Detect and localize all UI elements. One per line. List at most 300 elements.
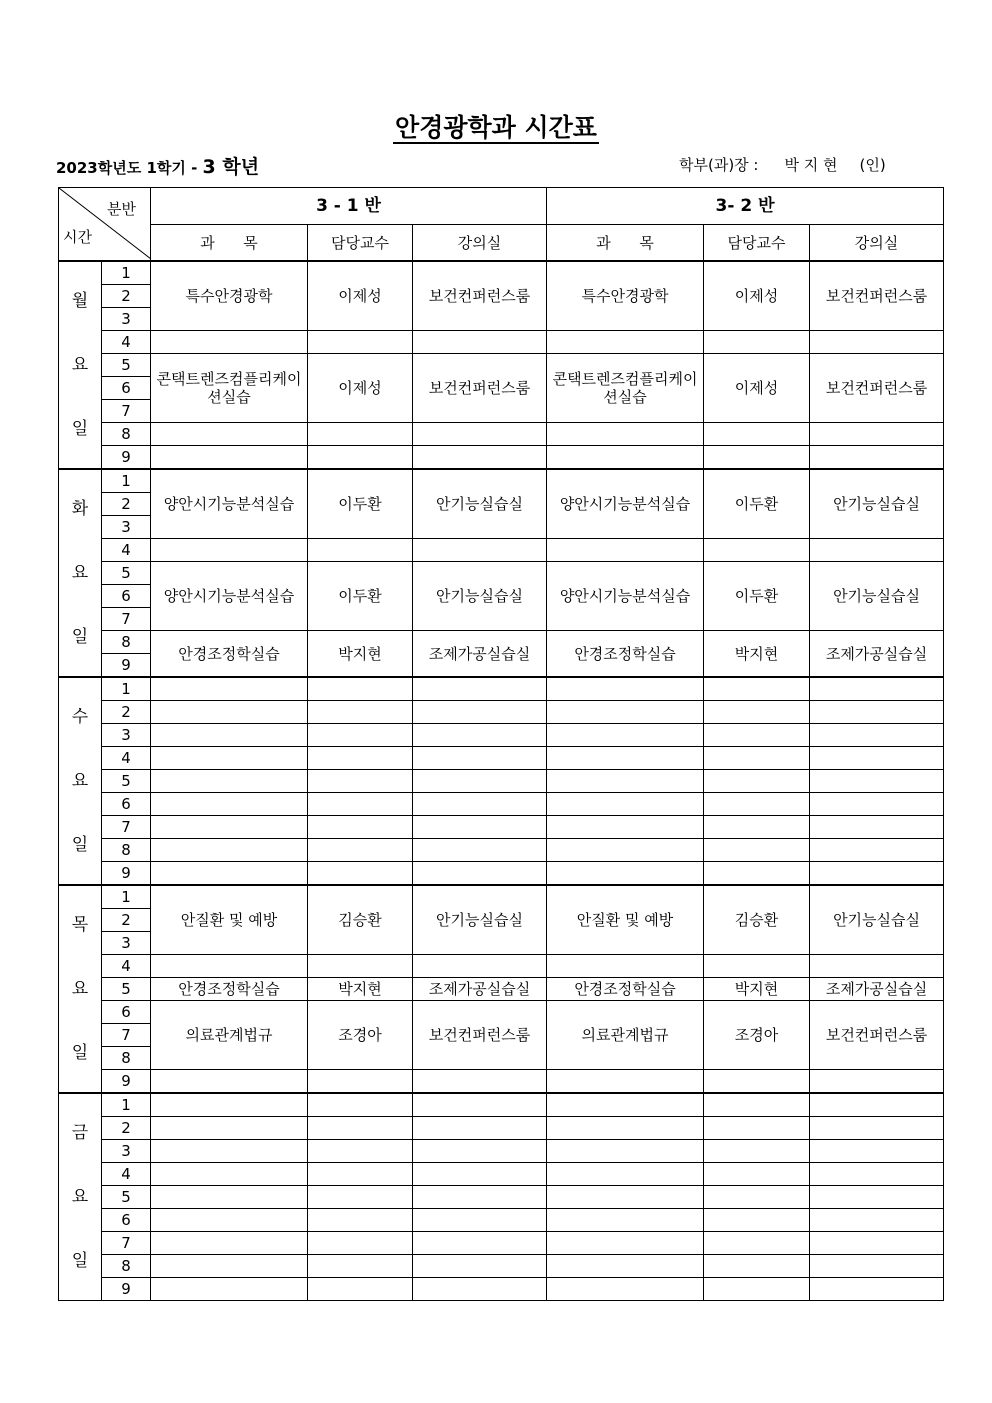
empty-cell	[413, 1070, 547, 1094]
empty-cell	[308, 446, 413, 470]
period-number: 8	[102, 1047, 151, 1070]
empty-cell	[151, 677, 308, 701]
empty-cell	[151, 816, 308, 839]
empty-cell	[810, 862, 944, 886]
period-row	[59, 955, 944, 978]
empty-cell	[413, 539, 547, 562]
empty-cell	[810, 816, 944, 839]
empty-cell	[810, 1163, 944, 1186]
title-text: 안경광학과 시간표	[395, 113, 597, 142]
empty-cell	[704, 747, 810, 770]
period-number: 7	[102, 1024, 151, 1047]
professor-cell: 이두환	[308, 562, 413, 631]
empty-cell	[704, 677, 810, 701]
period-number: 1	[102, 261, 151, 285]
period-row	[59, 816, 944, 839]
corner-class-label: 분반	[107, 200, 136, 218]
empty-cell	[704, 539, 810, 562]
period-number: 1	[102, 885, 151, 909]
period-row	[59, 770, 944, 793]
period-number: 8	[102, 631, 151, 654]
empty-cell	[704, 1232, 810, 1255]
empty-cell	[151, 839, 308, 862]
period-row	[59, 446, 944, 470]
empty-cell	[151, 1117, 308, 1140]
empty-cell	[413, 1163, 547, 1186]
seal-mark: (인)	[859, 156, 886, 174]
day-char: 화	[71, 499, 89, 519]
head-role: 학부(과)장 :	[679, 156, 759, 174]
period-row	[59, 1001, 944, 1024]
subject-cell: 콘택트렌즈컴플리케이션실습	[151, 354, 308, 423]
empty-cell	[547, 724, 704, 747]
period-number: 9	[102, 1070, 151, 1094]
room-cell: 보건컨퍼런스룸	[810, 354, 944, 423]
empty-cell	[308, 677, 413, 701]
empty-cell	[308, 747, 413, 770]
subject-cell: 안경조정학실습	[547, 631, 704, 678]
period-number: 8	[102, 423, 151, 446]
empty-cell	[547, 816, 704, 839]
empty-cell	[151, 331, 308, 354]
empty-cell	[704, 1255, 810, 1278]
empty-cell	[704, 1209, 810, 1232]
empty-cell	[547, 1093, 704, 1117]
empty-cell	[151, 446, 308, 470]
period-number: 7	[102, 400, 151, 423]
empty-cell	[547, 539, 704, 562]
empty-cell	[810, 747, 944, 770]
professor-cell: 조경아	[308, 1001, 413, 1070]
empty-cell	[810, 1070, 944, 1094]
period-row	[59, 1278, 944, 1301]
empty-cell	[810, 724, 944, 747]
room-cell: 안기능실습실	[413, 469, 547, 539]
empty-cell	[547, 862, 704, 886]
period-number: 7	[102, 816, 151, 839]
professor-cell: 이두환	[704, 469, 810, 539]
day-char: 월	[71, 291, 89, 311]
period-number: 6	[102, 1001, 151, 1024]
period-row	[59, 469, 944, 493]
subject-cell: 안질환 및 예방	[547, 885, 704, 955]
empty-cell	[547, 1140, 704, 1163]
period-number: 2	[102, 909, 151, 932]
period-row	[59, 562, 944, 585]
room-cell: 조제가공실습실	[413, 978, 547, 1001]
empty-cell	[547, 446, 704, 470]
subject-cell: 양안시기능분석실습	[151, 562, 308, 631]
empty-cell	[547, 1186, 704, 1209]
day-label	[59, 469, 102, 677]
empty-cell	[413, 747, 547, 770]
period-row	[59, 1209, 944, 1232]
period-number: 2	[102, 701, 151, 724]
empty-cell	[413, 770, 547, 793]
empty-cell	[810, 1209, 944, 1232]
header-corner	[59, 188, 151, 262]
page-title	[0, 108, 992, 144]
empty-cell	[413, 862, 547, 886]
empty-cell	[704, 1070, 810, 1094]
empty-cell	[413, 1117, 547, 1140]
empty-cell	[547, 1278, 704, 1301]
empty-cell	[547, 423, 704, 446]
empty-cell	[704, 816, 810, 839]
period-row	[59, 1070, 944, 1094]
empty-cell	[151, 1093, 308, 1117]
empty-cell	[413, 955, 547, 978]
year-term: 2023학년도 1학기 -	[56, 159, 203, 177]
period-number: 3	[102, 1140, 151, 1163]
day-label	[59, 1093, 102, 1301]
timetable	[58, 187, 944, 1301]
period-number: 5	[102, 354, 151, 377]
period-number: 3	[102, 932, 151, 955]
empty-cell	[547, 1209, 704, 1232]
day-char: 일	[71, 1251, 89, 1271]
professor-cell: 이두환	[308, 469, 413, 539]
subject-cell: 양안시기능분석실습	[151, 469, 308, 539]
empty-cell	[413, 701, 547, 724]
period-number: 5	[102, 978, 151, 1001]
empty-cell	[413, 446, 547, 470]
period-row	[59, 747, 944, 770]
empty-cell	[810, 331, 944, 354]
room-cell: 조제가공실습실	[810, 978, 944, 1001]
professor-cell: 이두환	[704, 562, 810, 631]
period-row	[59, 354, 944, 377]
day-char: 요	[71, 771, 89, 791]
head-info	[679, 154, 886, 175]
period-number: 3	[102, 724, 151, 747]
period-number: 2	[102, 493, 151, 516]
term-info	[56, 152, 259, 179]
empty-cell	[308, 1070, 413, 1094]
col-room: 강의실	[810, 225, 944, 262]
professor-cell: 김승환	[704, 885, 810, 955]
empty-cell	[547, 701, 704, 724]
professor-cell: 조경아	[704, 1001, 810, 1070]
period-number: 5	[102, 562, 151, 585]
day-char: 일	[71, 1043, 89, 1063]
col-professor: 담당교수	[308, 225, 413, 262]
empty-cell	[704, 724, 810, 747]
empty-cell	[810, 1232, 944, 1255]
period-number: 2	[102, 285, 151, 308]
empty-cell	[704, 331, 810, 354]
subject-cell: 양안시기능분석실습	[547, 469, 704, 539]
day-char: 목	[71, 915, 89, 935]
empty-cell	[413, 816, 547, 839]
period-number: 1	[102, 1093, 151, 1117]
empty-cell	[413, 1140, 547, 1163]
professor-cell: 박지현	[704, 978, 810, 1001]
empty-cell	[810, 677, 944, 701]
empty-cell	[547, 1163, 704, 1186]
empty-cell	[413, 1093, 547, 1117]
period-row	[59, 331, 944, 354]
empty-cell	[547, 1117, 704, 1140]
empty-cell	[308, 701, 413, 724]
grade-label: 3 학년	[202, 156, 260, 178]
period-row	[59, 423, 944, 446]
room-cell: 보건컨퍼런스룸	[810, 261, 944, 331]
room-cell: 보건컨퍼런스룸	[810, 1001, 944, 1070]
empty-cell	[308, 1163, 413, 1186]
empty-cell	[308, 724, 413, 747]
empty-cell	[704, 1278, 810, 1301]
day-char: 요	[71, 979, 89, 999]
corner-time-label: 시간	[63, 228, 92, 246]
col-subject: 과 목	[151, 225, 308, 262]
empty-cell	[547, 1070, 704, 1094]
day-char: 금	[71, 1123, 89, 1143]
subject-cell: 특수안경광학	[547, 261, 704, 331]
empty-cell	[810, 793, 944, 816]
empty-cell	[413, 793, 547, 816]
empty-cell	[547, 747, 704, 770]
empty-cell	[413, 724, 547, 747]
period-number: 8	[102, 839, 151, 862]
room-cell: 조제가공실습실	[810, 631, 944, 678]
empty-cell	[704, 1117, 810, 1140]
empty-cell	[308, 1255, 413, 1278]
corner-diagonal	[59, 188, 151, 259]
empty-cell	[308, 793, 413, 816]
subject-cell: 의료관계법규	[151, 1001, 308, 1070]
col-room: 강의실	[413, 225, 547, 262]
empty-cell	[308, 1232, 413, 1255]
professor-cell: 이제성	[308, 354, 413, 423]
period-number: 5	[102, 770, 151, 793]
room-cell: 보건컨퍼런스룸	[413, 1001, 547, 1070]
empty-cell	[308, 1186, 413, 1209]
empty-cell	[810, 423, 944, 446]
day-char: 일	[71, 835, 89, 855]
empty-cell	[704, 862, 810, 886]
empty-cell	[151, 724, 308, 747]
subject-cell: 양안시기능분석실습	[547, 562, 704, 631]
room-cell: 안기능실습실	[413, 562, 547, 631]
empty-cell	[810, 1117, 944, 1140]
period-number: 1	[102, 469, 151, 493]
empty-cell	[547, 331, 704, 354]
professor-cell: 박지현	[704, 631, 810, 678]
empty-cell	[704, 1186, 810, 1209]
empty-cell	[413, 423, 547, 446]
subject-cell: 특수안경광학	[151, 261, 308, 331]
period-number: 4	[102, 1163, 151, 1186]
empty-cell	[151, 539, 308, 562]
room-cell: 보건컨퍼런스룸	[413, 354, 547, 423]
subject-cell: 안경조정학실습	[151, 631, 308, 678]
period-row	[59, 1163, 944, 1186]
period-number: 4	[102, 331, 151, 354]
period-number: 9	[102, 446, 151, 470]
empty-cell	[704, 793, 810, 816]
period-row	[59, 793, 944, 816]
empty-cell	[704, 955, 810, 978]
period-number: 4	[102, 539, 151, 562]
empty-cell	[151, 1140, 308, 1163]
empty-cell	[704, 1093, 810, 1117]
period-number: 8	[102, 1255, 151, 1278]
period-number: 7	[102, 1232, 151, 1255]
period-number: 6	[102, 1209, 151, 1232]
empty-cell	[413, 1232, 547, 1255]
day-char: 요	[71, 1187, 89, 1207]
subject-cell: 안질환 및 예방	[151, 885, 308, 955]
period-number: 4	[102, 747, 151, 770]
empty-cell	[151, 423, 308, 446]
period-row	[59, 1140, 944, 1163]
day-char: 일	[71, 419, 89, 439]
empty-cell	[308, 1209, 413, 1232]
period-row	[59, 978, 944, 1001]
period-number: 2	[102, 1117, 151, 1140]
day-label	[59, 677, 102, 885]
class-header-1: 3 - 1 반	[151, 188, 547, 225]
empty-cell	[413, 1255, 547, 1278]
empty-cell	[308, 839, 413, 862]
professor-cell: 박지현	[308, 978, 413, 1001]
empty-cell	[413, 331, 547, 354]
empty-cell	[308, 1278, 413, 1301]
professor-cell: 김승환	[308, 885, 413, 955]
empty-cell	[151, 1070, 308, 1094]
empty-cell	[151, 1278, 308, 1301]
empty-cell	[151, 1232, 308, 1255]
empty-cell	[308, 1140, 413, 1163]
period-number: 4	[102, 955, 151, 978]
period-row	[59, 261, 944, 285]
period-number: 6	[102, 377, 151, 400]
empty-cell	[308, 816, 413, 839]
period-row	[59, 885, 944, 909]
empty-cell	[413, 677, 547, 701]
day-char: 수	[71, 707, 89, 727]
period-number: 6	[102, 585, 151, 608]
period-row	[59, 1117, 944, 1140]
empty-cell	[308, 1093, 413, 1117]
period-number: 9	[102, 862, 151, 886]
empty-cell	[308, 1117, 413, 1140]
empty-cell	[151, 770, 308, 793]
period-number: 9	[102, 654, 151, 678]
empty-cell	[704, 701, 810, 724]
col-subject: 과 목	[547, 225, 704, 262]
empty-cell	[308, 423, 413, 446]
period-number: 7	[102, 608, 151, 631]
period-number: 5	[102, 1186, 151, 1209]
period-number: 6	[102, 793, 151, 816]
room-cell: 보건컨퍼런스룸	[413, 261, 547, 331]
empty-cell	[308, 331, 413, 354]
empty-cell	[547, 770, 704, 793]
class-header-2: 3- 2 반	[547, 188, 944, 225]
period-row	[59, 631, 944, 654]
period-row	[59, 1093, 944, 1117]
period-number: 9	[102, 1278, 151, 1301]
empty-cell	[547, 677, 704, 701]
period-row	[59, 701, 944, 724]
empty-cell	[308, 539, 413, 562]
empty-cell	[547, 793, 704, 816]
empty-cell	[151, 1186, 308, 1209]
room-cell: 안기능실습실	[413, 885, 547, 955]
period-row	[59, 862, 944, 886]
empty-cell	[151, 747, 308, 770]
professor-cell: 이제성	[308, 261, 413, 331]
empty-cell	[810, 446, 944, 470]
empty-cell	[413, 1278, 547, 1301]
empty-cell	[151, 862, 308, 886]
subject-cell: 콘택트렌즈컴플리케이션실습	[547, 354, 704, 423]
professor-cell: 이제성	[704, 261, 810, 331]
period-row	[59, 839, 944, 862]
empty-cell	[308, 770, 413, 793]
empty-cell	[547, 1255, 704, 1278]
empty-cell	[547, 839, 704, 862]
empty-cell	[810, 1140, 944, 1163]
room-cell: 조제가공실습실	[413, 631, 547, 678]
subject-cell: 의료관계법규	[547, 1001, 704, 1070]
empty-cell	[413, 1209, 547, 1232]
empty-cell	[704, 839, 810, 862]
empty-cell	[704, 770, 810, 793]
period-row	[59, 724, 944, 747]
day-char: 일	[71, 627, 89, 647]
empty-cell	[413, 1186, 547, 1209]
empty-cell	[151, 1209, 308, 1232]
empty-cell	[547, 1232, 704, 1255]
empty-cell	[704, 1140, 810, 1163]
day-char: 요	[71, 355, 89, 375]
head-name: 박 지 현	[784, 156, 838, 174]
empty-cell	[151, 793, 308, 816]
empty-cell	[308, 862, 413, 886]
empty-cell	[810, 1278, 944, 1301]
period-row	[59, 1255, 944, 1278]
day-label	[59, 885, 102, 1093]
period-number: 3	[102, 308, 151, 331]
empty-cell	[810, 1186, 944, 1209]
empty-cell	[547, 955, 704, 978]
empty-cell	[704, 423, 810, 446]
empty-cell	[810, 770, 944, 793]
day-char: 요	[71, 563, 89, 583]
day-label	[59, 261, 102, 469]
room-cell: 안기능실습실	[810, 469, 944, 539]
empty-cell	[810, 1093, 944, 1117]
empty-cell	[810, 839, 944, 862]
period-number: 1	[102, 677, 151, 701]
subject-cell: 안경조정학실습	[547, 978, 704, 1001]
empty-cell	[704, 446, 810, 470]
subject-cell: 안경조정학실습	[151, 978, 308, 1001]
empty-cell	[810, 1255, 944, 1278]
professor-cell: 박지현	[308, 631, 413, 678]
col-professor: 담당교수	[704, 225, 810, 262]
empty-cell	[810, 539, 944, 562]
professor-cell: 이제성	[704, 354, 810, 423]
period-row	[59, 1186, 944, 1209]
room-cell: 안기능실습실	[810, 885, 944, 955]
empty-cell	[704, 1163, 810, 1186]
empty-cell	[151, 701, 308, 724]
empty-cell	[151, 955, 308, 978]
